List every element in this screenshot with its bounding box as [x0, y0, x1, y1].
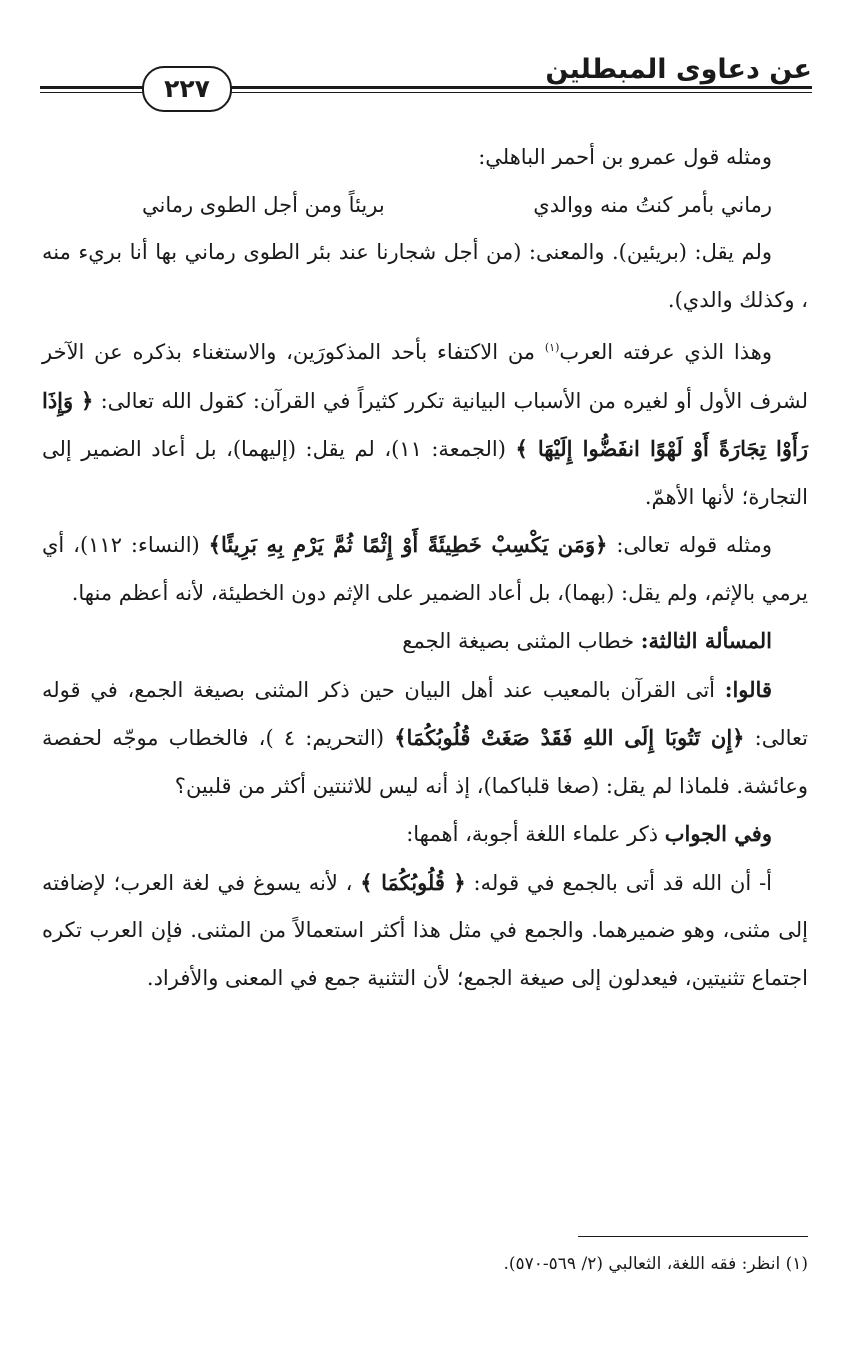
section-label: المسألة الثالثة: — [640, 628, 772, 653]
paragraph-6-text-a: ذكر علماء اللغة أجوبة، أهمها: — [406, 822, 665, 846]
quran-quote-qulubukuma: ﴿ قُلُوبُكُمَا ﴾ — [360, 869, 466, 895]
paragraph-5 — [42, 666, 808, 811]
paragraph-5-text-a: أتى القرآن بالمعيب عند أهل البيان حين ذكر المثنى بصيغة الجمع، في قوله تعالى: — [42, 677, 809, 750]
page-header — [40, 52, 812, 112]
verse-second-hemistich: بريئاً ومن أجل الطوى رماني — [142, 192, 385, 217]
paragraph-4-text-b: (النساء: ١١٢)، أي يرمي بالإثم، ولم يقل: (بهما)، بل أعاد الضمير على الإثم دون الخطيئة، لأنه أعظم منها. — [42, 533, 808, 605]
quran-quote-nisa: ﴿وَمَن يَكْسِبْ خَطِيئَةً أَوْ إِثْمًا ثُمَّ يَرْمِ بِهِ بَرِيئًا﴾ — [208, 532, 608, 557]
paragraph-5-text-b: (التحريم: ٤ )، فالخطاب موجّه لحفصة وعائشة. فلماذا لم يقل: (صغا قلباكما)، إذ أنه ليس للاثنتين أكثر من قلبين؟ — [42, 726, 808, 798]
paragraph-7-text-b: ، لأنه يسوغ في لغة العرب؛ لإضافته إلى مثنى، وهو ضميرهما. والجمع في مثل هذا أكثر استعمالاً من المثنى. فإن العرب تكره اجتماع تثنيتين، فيعدلون إلى صيغة الجمع؛ لأن التثنية جمع في المعنى والأفراد. — [42, 870, 808, 990]
poetry-couplet — [42, 182, 808, 230]
page-body — [42, 134, 808, 1002]
paragraph-7 — [42, 859, 808, 1003]
paragraph-2: ولم يقل: (بريئين). والمعنى: (من أجل شجارنا عند بئر الطوى رماني بها أنا بريء منه ، وكذلك والدي). — [42, 240, 808, 312]
paragraph-3-text-c: (الجمعة: ١١)، لم يقل: (إليهما)، بل أعاد الضمير إلى التجارة؛ لأنها الأهمّ. — [42, 437, 808, 509]
paragraph-6-label: وفي الجواب — [664, 821, 772, 846]
quran-quote-jumua: ﴿ وَإِذَا رَأَوْا تِجَارَةً أَوْ لَهْوًا انفَضُّوا إِلَيْهَا ﴾ — [42, 387, 808, 461]
paragraph-3 — [42, 324, 808, 521]
quran-quote-tahrim: ﴿إِن تَتُوبَا إِلَى اللهِ فَقَدْ صَغَتْ قُلُوبُكُمَا﴾ — [394, 725, 745, 750]
verse-first-hemistich: رماني بأمر كنتُ منه ووالدي — [533, 192, 772, 217]
paragraph-3-text-a: وهذا الذي عرفته العرب — [559, 340, 772, 364]
footnote: (١) انظر: فقه اللغة، الثعالبي (٢/ ٥٦٩-٥٧٠). — [503, 1254, 808, 1274]
paragraph-1: ومثله قول عمرو بن أحمر الباهلي: — [478, 145, 772, 169]
paragraph-4 — [42, 521, 808, 617]
section-title: خطاب المثنى بصيغة الجمع — [402, 629, 641, 653]
page-number: ٢٢٧ — [142, 66, 232, 112]
paragraph-6 — [42, 810, 808, 859]
running-title: عن دعاوى المبطلين — [545, 54, 812, 85]
paragraph-3-text-b: من الاكتفاء بأحد المذكورَين، والاستغناء بذكره عن الآخر لشرف الأول أو لغيره من الأسباب البيانية تكرر كثيراً في القرآن: كقول الله تعالى: — [42, 340, 809, 413]
footnote-marker: (١) — [544, 341, 560, 354]
paragraph-4-text-a: ومثله قوله تعالى: — [607, 533, 772, 557]
section-heading — [42, 617, 808, 666]
footnote-separator — [578, 1236, 808, 1237]
paragraph-5-label: قالوا: — [724, 676, 772, 702]
paragraph-7-text-a: أ- أن الله قد أتى بالجمع في قوله: — [465, 870, 772, 895]
